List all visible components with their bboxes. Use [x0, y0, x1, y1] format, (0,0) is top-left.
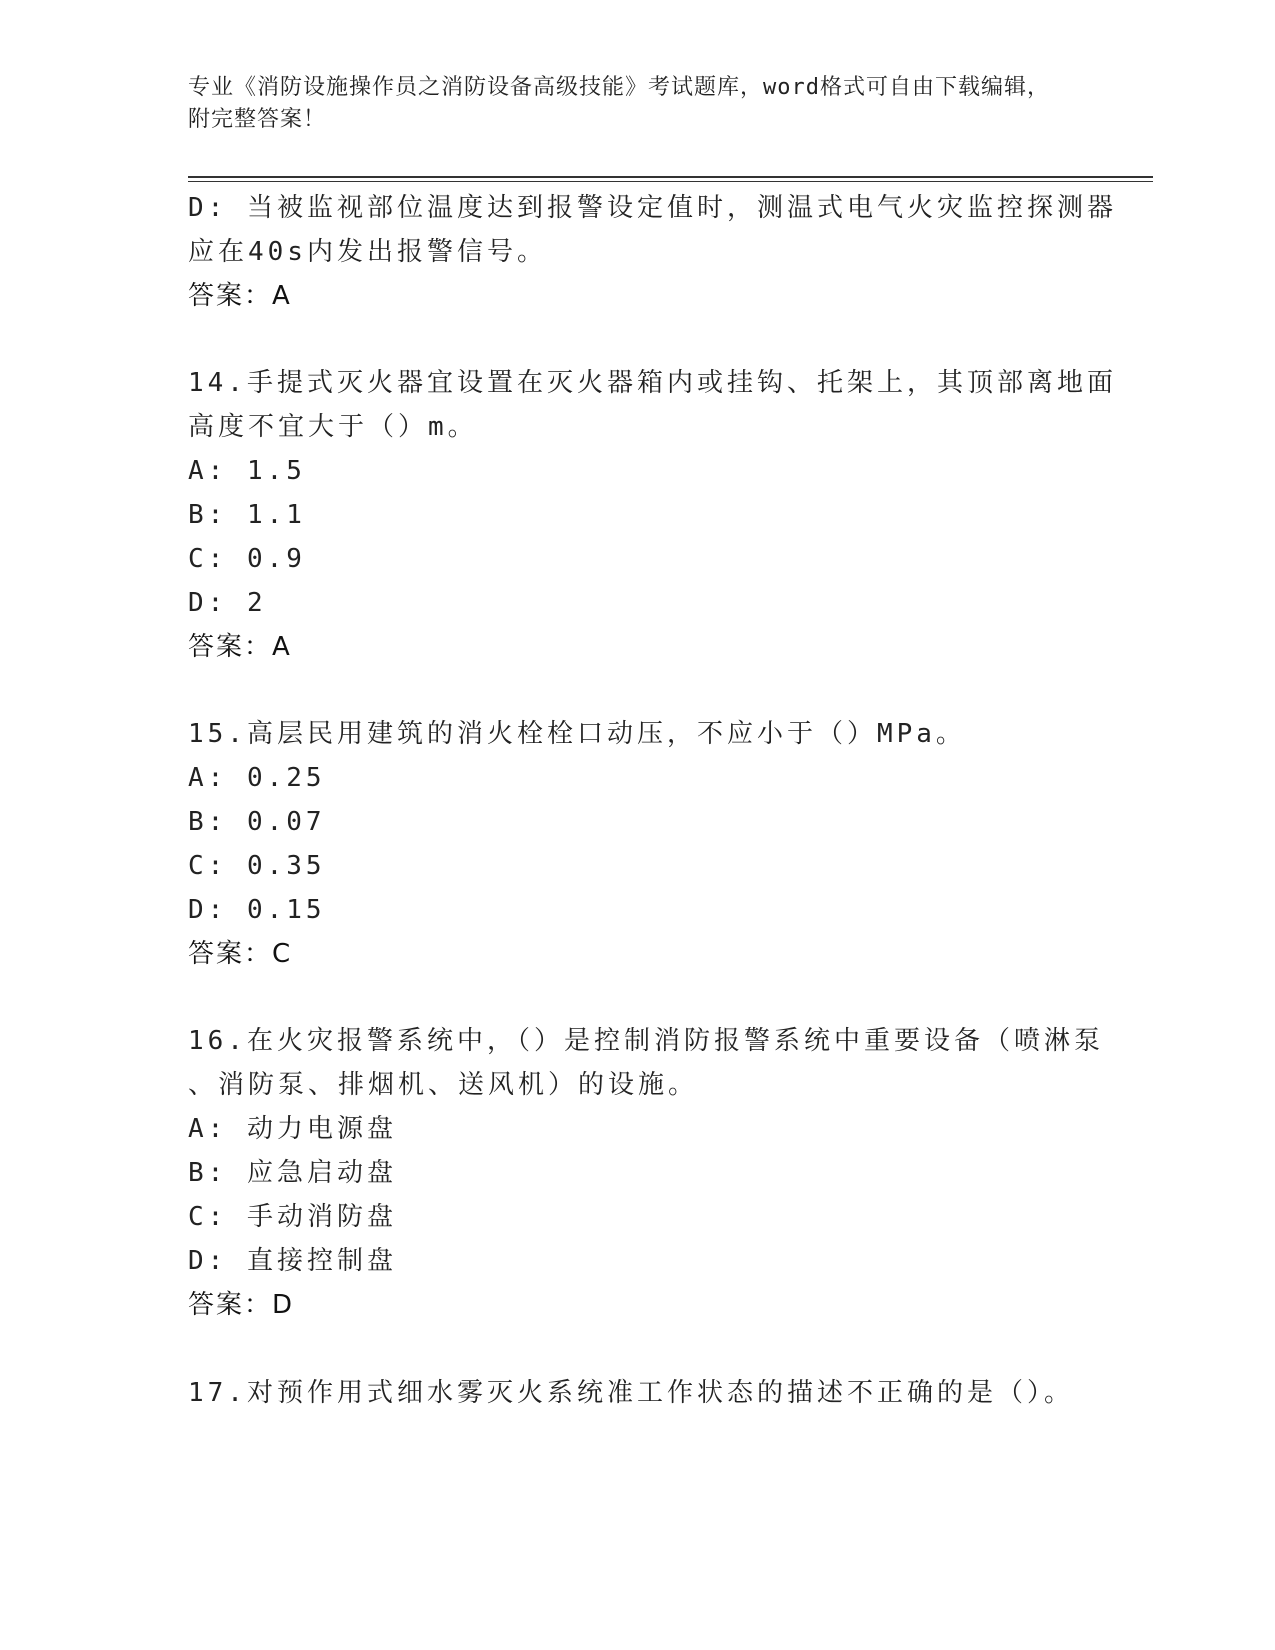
header-divider-thin — [188, 181, 1153, 182]
q14-option-a: A: 1.5 — [188, 456, 306, 486]
q15-stem: 15.高层民用建筑的消火栓栓口动压，不应小于（）MPa。 — [188, 719, 966, 749]
q16-answer: 答案：D — [188, 1290, 295, 1320]
q14-answer: 答案：A — [188, 632, 292, 662]
q14-option-d: D: 2 — [188, 588, 267, 618]
q15-answer: 答案：C — [188, 939, 293, 969]
prev-option-d-line2: 应在40s内发出报警信号。 — [188, 237, 547, 267]
q14-option-b: B: 1.1 — [188, 500, 306, 530]
q15-option-b: B: 0.07 — [188, 807, 326, 837]
document-header: 专业《消防设施操作员之消防设备高级技能》考试题库，word格式可自由下载编辑，附完整答案！ — [188, 75, 1050, 132]
q15-option-d: D: 0.15 — [188, 895, 326, 925]
q16-stem-line1: 16.在火灾报警系统中，（）是控制消防报警系统中重要设备（喷淋泵 — [188, 1026, 1104, 1056]
q16-stem-line2: 、消防泵、排烟机、送风机）的设施。 — [188, 1070, 699, 1100]
q16-option-b: B: 应急启动盘 — [188, 1158, 397, 1188]
q14-option-c: C: 0.9 — [188, 544, 306, 574]
q16-option-d: D: 直接控制盘 — [188, 1246, 397, 1276]
header-divider-thick — [188, 176, 1153, 178]
q16-option-a: A: 动力电源盘 — [188, 1114, 397, 1144]
q15-option-c: C: 0.35 — [188, 851, 326, 881]
q14-stem-line2: 高度不宜大于（）m。 — [188, 412, 478, 442]
prev-option-d-line1: D: 当被监视部位温度达到报警设定值时，测温式电气火灾监控探测器 — [188, 193, 1117, 223]
prev-answer: 答案：A — [188, 281, 292, 311]
q14-stem-line1: 14.手提式灭火器宜设置在灭火器箱内或挂钩、托架上，其顶部离地面 — [188, 368, 1117, 398]
q17-stem: 17.对预作用式细水雾灭火系统准工作状态的描述不正确的是（）。 — [188, 1378, 1074, 1408]
q16-option-c: C: 手动消防盘 — [188, 1202, 397, 1232]
q15-option-a: A: 0.25 — [188, 763, 326, 793]
